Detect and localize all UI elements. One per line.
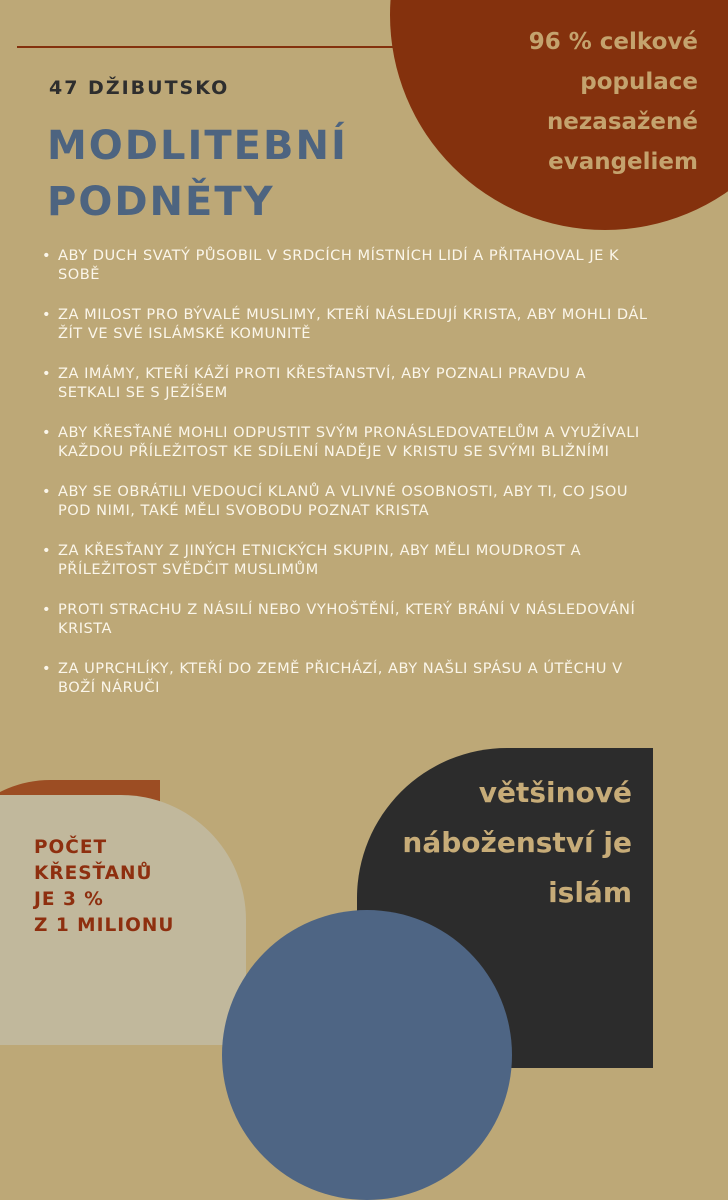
- unreached-line: nezasažené: [546, 109, 698, 135]
- title-line: PODNĚTY: [47, 179, 275, 225]
- prayer-item: • ZA UPRCHLÍKY, KTEŘÍ DO ZEMĚ PŘICHÁZÍ, ABY NAŠLI SPÁSU A ÚTĚCHU V BOŽÍ NÁRUČI: [42, 659, 652, 697]
- christians-line: JE 3 %: [34, 889, 104, 910]
- prayer-item: • ZA IMÁMY, KTEŘÍ KÁŽÍ PROTI KŘESŤANSTVÍ, ABY POZNALI PRAVDU A SETKALI SE S JEŽÍŠEM: [42, 364, 652, 402]
- unreached-stat: [462, 22, 698, 182]
- prayer-item: • ZA MILOST PRO BÝVALÉ MUSLIMY, KTEŘÍ NÁSLEDUJÍ KRISTA, ABY MOHLI DÁL ŽÍT VE SVÉ ISLÁMSKÉ KOMUNITĚ: [42, 305, 652, 343]
- religion-line: islám: [548, 876, 632, 909]
- unreached-line: populace: [580, 69, 698, 95]
- prayer-item: • ABY DUCH SVATÝ PŮSOBIL V SRDCÍCH MÍSTNÍCH LIDÍ A PŘITAHOVAL JE K SOBĚ: [42, 246, 652, 284]
- unreached-line: evangeliem: [548, 149, 698, 175]
- unreached-line: 96 % celkové: [528, 29, 698, 55]
- prayer-item: • ABY KŘESŤANÉ MOHLI ODPUSTIT SVÝM PRONÁSLEDOVATELŮM A VYUŽÍVALI KAŽDOU PŘÍLEŽITOST KE SDÍLENÍ NADĚJE V KRISTU SE SVÝMI BLIŽNÍMI: [42, 423, 652, 461]
- christians-stat: [34, 835, 234, 939]
- religion-line: většinové: [478, 776, 632, 809]
- title-line: MODLITEBNÍ: [47, 123, 348, 169]
- christians-line: KŘESŤANŮ: [34, 863, 153, 884]
- top-divider: [17, 46, 419, 48]
- religion-line: náboženství je: [402, 826, 632, 859]
- decorative-circle-blue: [222, 910, 512, 1200]
- prayer-list: [42, 246, 652, 718]
- prayer-item: • PROTI STRACHU Z NÁSILÍ NEBO VYHOŠTĚNÍ, KTERÝ BRÁNÍ V NÁSLEDOVÁNÍ KRISTA: [42, 600, 652, 638]
- christians-line: POČET: [34, 837, 108, 858]
- religion-stat: [370, 768, 632, 918]
- page-title: [47, 118, 348, 230]
- country-heading: 47 DŽIBUTSKO: [49, 77, 230, 99]
- christians-line: Z 1 MILIONU: [34, 915, 175, 936]
- prayer-item: • ABY SE OBRÁTILI VEDOUCÍ KLANŮ A VLIVNÉ OSOBNOSTI, ABY TI, CO JSOU POD NIMI, TAKÉ MĚLI SVOBODU POZNAT KRISTA: [42, 482, 652, 520]
- prayer-item: • ZA KŘESŤANY Z JINÝCH ETNICKÝCH SKUPIN, ABY MĚLI MOUDROST A PŘÍLEŽITOST SVĚDČIT MUSLIMŮM: [42, 541, 652, 579]
